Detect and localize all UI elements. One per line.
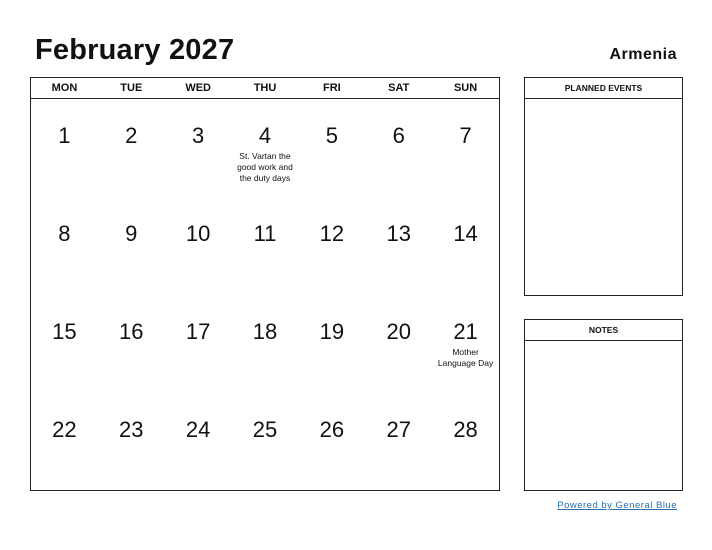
weekday-thu: THU <box>253 82 277 94</box>
day-cell <box>432 197 499 295</box>
day-cell <box>165 197 232 295</box>
day-cell <box>365 295 432 393</box>
day-number: 6 <box>392 123 405 148</box>
weekday-mon: MON <box>51 82 78 94</box>
holiday-label: St. Vartan the good work and the duty days <box>237 151 293 183</box>
weekday-sat: SAT <box>388 82 410 94</box>
planned-events-heading: PLANNED EVENTS <box>525 78 682 99</box>
day-number: 20 <box>386 319 411 344</box>
day-number: 12 <box>319 221 345 246</box>
day-number: 22 <box>52 417 77 442</box>
country-label: Armenia <box>609 46 677 63</box>
day-number: 8 <box>58 221 71 246</box>
day-cell <box>31 295 98 393</box>
notes-heading: NOTES <box>525 320 682 341</box>
day-number: 28 <box>453 417 478 442</box>
day-number: 23 <box>119 417 144 442</box>
planned-events-box <box>524 77 683 296</box>
day-number: 15 <box>52 319 77 344</box>
day-cell <box>232 99 299 197</box>
day-number: 4 <box>258 123 272 148</box>
day-number: 14 <box>453 221 478 246</box>
day-number: 27 <box>386 417 411 442</box>
day-cell <box>98 295 165 393</box>
weekday-sun: SUN <box>453 82 478 94</box>
day-cell <box>432 295 499 393</box>
day-cell <box>165 99 232 197</box>
weekday-tue: TUE <box>120 82 143 94</box>
notes-box <box>524 319 683 491</box>
day-cell <box>298 197 365 295</box>
day-number: 1 <box>58 123 71 148</box>
day-cell <box>232 197 299 295</box>
day-number: 17 <box>185 319 211 344</box>
day-number: 7 <box>459 123 472 148</box>
day-number: 26 <box>319 417 345 442</box>
day-cell <box>432 393 499 491</box>
weekday-header-row <box>31 78 499 99</box>
day-number: 24 <box>185 417 211 442</box>
day-cell <box>31 393 98 491</box>
day-cell <box>98 197 165 295</box>
day-cell <box>298 393 365 491</box>
day-cell <box>31 197 98 295</box>
day-cell <box>165 393 232 491</box>
day-number: 10 <box>185 221 211 246</box>
day-number: 13 <box>386 221 411 246</box>
day-number: 5 <box>325 123 338 148</box>
holiday-label: Mother Language Day <box>437 347 494 368</box>
day-cell <box>98 393 165 491</box>
day-cell <box>98 99 165 197</box>
day-number: 18 <box>252 319 278 344</box>
day-number: 9 <box>125 221 138 246</box>
page-title: February 2027 <box>35 34 235 66</box>
day-cell <box>165 295 232 393</box>
day-cell <box>232 393 299 491</box>
day-number: 2 <box>125 123 138 148</box>
weeks-grid <box>31 99 499 491</box>
day-cell <box>365 393 432 491</box>
day-cell <box>31 99 98 197</box>
day-cell <box>298 295 365 393</box>
day-cell <box>432 99 499 197</box>
day-number: 25 <box>252 417 278 442</box>
day-cell <box>365 197 432 295</box>
day-cell <box>232 295 299 393</box>
day-number: 21 <box>453 319 478 344</box>
day-number: 19 <box>319 319 345 344</box>
weekday-fri: FRI <box>323 82 341 94</box>
day-cell <box>365 99 432 197</box>
month-grid <box>30 77 500 491</box>
day-number: 16 <box>119 319 144 344</box>
day-cell <box>298 99 365 197</box>
day-number: 11 <box>253 221 277 246</box>
weekday-wed: WED <box>185 82 211 94</box>
powered-by-link[interactable]: Powered by General Blue <box>557 500 677 511</box>
day-number: 3 <box>192 123 205 148</box>
